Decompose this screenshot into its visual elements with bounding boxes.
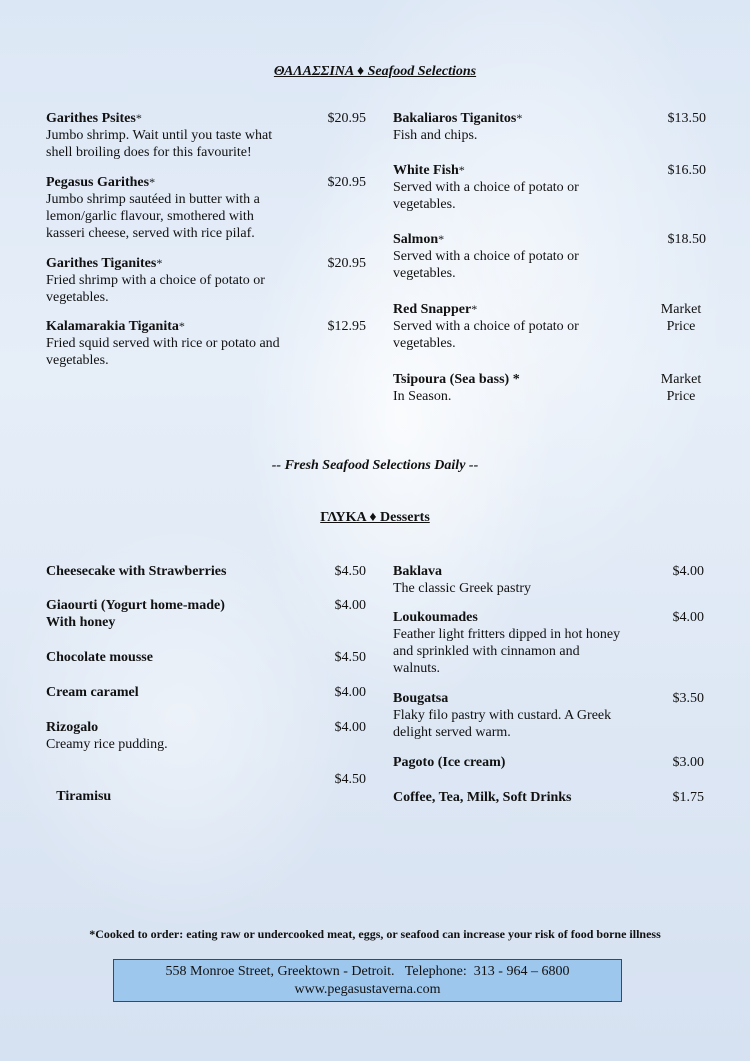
menu-item bbox=[46, 649, 316, 666]
item-name: Garithes Tiganites bbox=[46, 256, 157, 271]
price-line: Market bbox=[660, 372, 702, 387]
item-star: * bbox=[135, 111, 142, 125]
item-price: $4.50 bbox=[334, 650, 366, 665]
item-desc: vegetables. bbox=[46, 353, 109, 368]
item-price: $3.50 bbox=[672, 691, 704, 706]
item-desc: Flaky filo pastry with custard. A Greek bbox=[393, 708, 612, 723]
item-desc: Creamy rice pudding. bbox=[46, 737, 168, 752]
item-star: * bbox=[516, 111, 523, 125]
item-name: Chocolate mousse bbox=[46, 650, 153, 665]
item-desc: In Season. bbox=[393, 389, 452, 404]
item-name: Pegasus Garithes bbox=[46, 175, 150, 190]
item-price bbox=[648, 301, 714, 335]
menu-item bbox=[393, 371, 643, 405]
item-price: $4.00 bbox=[334, 720, 366, 735]
item-price: $4.50 bbox=[334, 772, 366, 787]
item-price: $20.95 bbox=[327, 175, 366, 190]
item-desc: Served with a choice of potato or bbox=[393, 249, 579, 264]
item-star: * bbox=[149, 175, 156, 189]
item-desc: Fried shrimp with a choice of potato or bbox=[46, 273, 265, 288]
menu-item bbox=[393, 301, 643, 352]
item-price: $4.00 bbox=[672, 564, 704, 579]
price-line: Price bbox=[666, 389, 696, 404]
address-box bbox=[113, 959, 622, 1002]
item-name: Cream caramel bbox=[46, 685, 139, 700]
item-desc: Fish and chips. bbox=[393, 128, 478, 143]
desserts-heading: ΓΛΥΚΑ ♦ Desserts bbox=[320, 510, 430, 525]
item-star: * bbox=[471, 302, 478, 316]
price-line: Market bbox=[660, 302, 702, 317]
address-line: 558 Monroe Street, Greektown - Detroit. Telephone: 313 - 964 – 6800 bbox=[165, 964, 570, 979]
menu-item bbox=[46, 110, 316, 161]
item-name: Tiramisu bbox=[53, 789, 112, 804]
item-name: Red Snapper bbox=[393, 302, 472, 317]
item-star: * bbox=[458, 163, 465, 177]
food-safety-note: *Cooked to order: eating raw or undercooked meat, eggs, or seafood can increase your risk of food borne illness bbox=[89, 927, 661, 941]
item-desc: vegetables. bbox=[393, 266, 456, 281]
item-name: Loukoumades bbox=[393, 610, 478, 625]
item-desc: Served with a choice of potato or bbox=[393, 180, 579, 195]
menu-item bbox=[393, 231, 643, 282]
website-link[interactable]: www.pegasustaverna.com bbox=[294, 982, 441, 997]
item-name: Salmon bbox=[393, 232, 439, 247]
item-star: * bbox=[509, 372, 520, 387]
menu-item bbox=[46, 719, 316, 753]
item-price: $4.00 bbox=[334, 685, 366, 700]
item-name: With honey bbox=[46, 615, 116, 630]
item-price: $4.00 bbox=[334, 598, 366, 613]
menu-item bbox=[46, 684, 316, 701]
menu-item bbox=[393, 690, 653, 741]
menu-item bbox=[393, 110, 643, 144]
seafood-heading: ΘΑΛΑΣΣΙΝΑ ♦ Seafood Selections bbox=[273, 64, 477, 79]
item-desc: Served with a choice of potato or bbox=[393, 319, 579, 334]
item-price: $1.75 bbox=[672, 790, 704, 805]
item-price: $16.50 bbox=[667, 163, 706, 178]
item-name: Rizogalo bbox=[46, 720, 99, 735]
item-desc: The classic Greek pastry bbox=[393, 581, 531, 596]
item-price: $20.95 bbox=[327, 111, 366, 126]
item-price: $13.50 bbox=[667, 111, 706, 126]
item-star: * bbox=[156, 256, 163, 270]
item-name: Bakaliaros Tiganitos bbox=[393, 111, 517, 126]
item-price: $20.95 bbox=[327, 256, 366, 271]
item-name: Giaourti (Yogurt home-made) bbox=[46, 598, 225, 613]
item-price: $12.95 bbox=[327, 319, 366, 334]
item-name: Pagoto (Ice cream) bbox=[393, 755, 506, 770]
menu-item bbox=[393, 563, 653, 597]
menu-item bbox=[46, 174, 316, 242]
menu-item bbox=[393, 754, 653, 771]
item-name: Baklava bbox=[393, 564, 443, 579]
item-star: * bbox=[178, 319, 185, 333]
menu-item bbox=[46, 255, 316, 306]
item-name: Kalamarakia Tiganita bbox=[46, 319, 179, 334]
item-desc: kasseri cheese, served with rice pilaf. bbox=[46, 226, 255, 241]
menu-item bbox=[393, 789, 653, 806]
item-price: $4.00 bbox=[672, 610, 704, 625]
item-desc: Jumbo shrimp sautéed in butter with a bbox=[46, 192, 260, 207]
daily-selections-note: -- Fresh Seafood Selections Daily -- bbox=[271, 458, 479, 473]
item-name: Coffee, Tea, Milk, Soft Drinks bbox=[393, 790, 572, 805]
item-desc: Jumbo shrimp. Wait until you taste what bbox=[46, 128, 273, 143]
menu-item bbox=[46, 563, 316, 580]
item-name: Garithes Psites bbox=[46, 111, 136, 126]
item-price: $4.50 bbox=[334, 564, 366, 579]
item-name: Tsipoura (Sea bass) bbox=[393, 372, 510, 387]
item-name: Cheesecake with Strawberries bbox=[46, 564, 227, 579]
item-desc: lemon/garlic flavour, smothered with bbox=[46, 209, 254, 224]
item-desc: and sprinkled with cinnamon and bbox=[393, 644, 580, 659]
price-line: Price bbox=[666, 319, 696, 334]
item-desc: vegetables. bbox=[393, 197, 456, 212]
item-price bbox=[648, 371, 714, 405]
item-desc: walnuts. bbox=[393, 661, 441, 676]
menu-item bbox=[393, 162, 643, 213]
menu-item bbox=[393, 609, 653, 677]
item-desc: Feather light fritters dipped in hot honey bbox=[393, 627, 621, 642]
menu-item bbox=[46, 597, 316, 631]
menu-item bbox=[46, 771, 316, 805]
item-desc: delight served warm. bbox=[393, 725, 511, 740]
item-price: $18.50 bbox=[667, 232, 706, 247]
item-star: * bbox=[438, 232, 445, 246]
item-desc: vegetables. bbox=[393, 336, 456, 351]
item-desc: Fried squid served with rice or potato and bbox=[46, 336, 280, 351]
item-desc: vegetables. bbox=[46, 290, 109, 305]
item-name: Bougatsa bbox=[393, 691, 449, 706]
item-name: White Fish bbox=[393, 163, 459, 178]
item-price: $3.00 bbox=[672, 755, 704, 770]
menu-item bbox=[46, 318, 316, 369]
item-desc: shell broiling does for this favourite! bbox=[46, 145, 252, 160]
